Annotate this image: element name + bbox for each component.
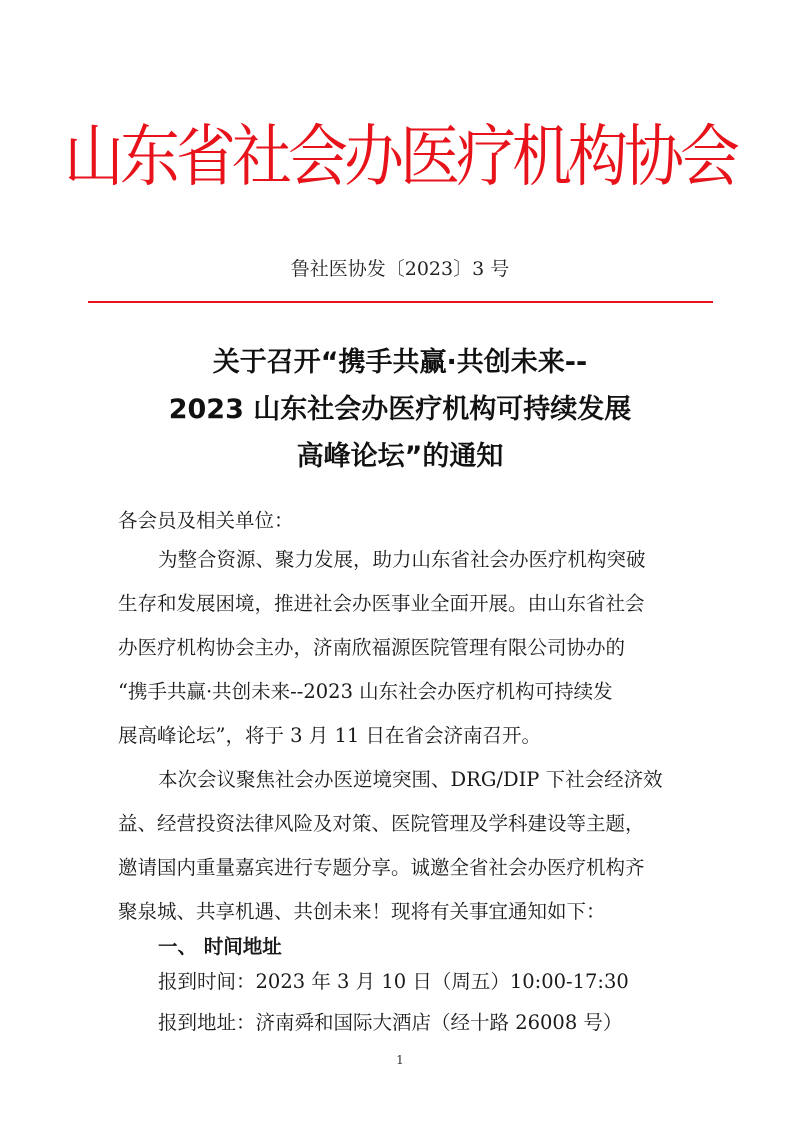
body-line: 邀请国内重量嘉宾进行专题分享。诚邀全省社会办医疗机构齐 [118,856,645,879]
notice-title-line-2: 2023 山东社会办医疗机构可持续发展 [168,394,632,425]
body-line: 本次会议聚焦社会办医逆境突围、DRG/DIP 下社会经济效 [158,768,663,791]
body-line: “携手共赢·共创未来--2023 山东社会办医疗机构可持续发 [118,680,613,703]
organization-name: 山东省社会办医疗机构协会 [64,117,736,197]
salutation: 各会员及相关单位： [118,509,294,532]
body-line: 办医疗机构协会主办，济南欣福源医院管理有限公司协办的 [118,636,626,659]
body-line: 为整合资源、聚力发展，助力山东省社会办医疗机构突破 [158,548,646,571]
section-heading-time-location: 一、 时间地址 [158,935,282,958]
body-line: 益、经营投资法律风险及对策、医院管理及学科建设等主题， [118,812,645,835]
page-number: 1 [396,1053,404,1067]
body-line: 聚泉城、共享机遇、共创未来！现将有关事宜通知如下： [118,900,606,923]
notice-title-line-3: 高峰论坛”的通知 [296,441,504,472]
body-line: 生存和发展困境，推进社会办医事业全面开展。由山东省社会 [118,592,645,615]
checkin-place: 报到地址：济南舜和国际大酒店（经十路 26008 号） [158,1011,623,1034]
body-line: 展高峰论坛”，将于 3 月 11 日在省会济南召开。 [118,724,541,747]
checkin-time: 报到时间：2023 年 3 月 10 日（周五）10:00-17:30 [158,970,629,993]
header-divider [88,301,713,303]
notice-title-line-1: 关于召开“携手共赢·共创未来-- [212,347,588,378]
document-number: 鲁社医协发〔2023〕3 号 [290,258,510,280]
